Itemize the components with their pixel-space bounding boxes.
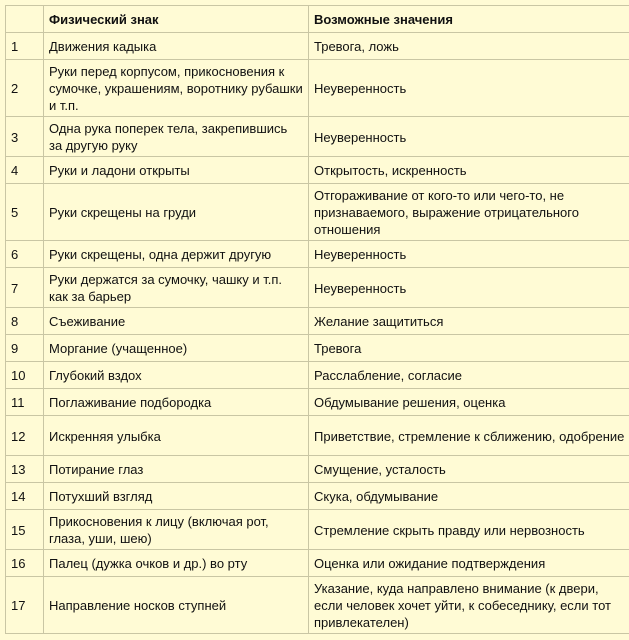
row-meaning: Желание защититься [309, 308, 629, 335]
table-row [6, 389, 629, 416]
row-sign: Руки перед корпусом, прикосновения к сумочке, украшениям, воротнику рубашки и т.п. [44, 60, 309, 117]
row-meaning: Тревога [309, 335, 629, 362]
row-number: 8 [6, 308, 44, 335]
row-meaning: Смущение, усталость [309, 456, 629, 483]
row-sign: Потухший взгляд [44, 483, 309, 510]
row-sign: Съеживание [44, 308, 309, 335]
row-meaning: Тревога, ложь [309, 33, 629, 60]
row-sign: Руки скрещены на груди [44, 184, 309, 241]
row-meaning: Расслабление, согласие [309, 362, 629, 389]
header-number [6, 6, 44, 33]
row-number: 2 [6, 60, 44, 117]
row-sign: Искренняя улыбка [44, 416, 309, 456]
row-meaning: Неуверенность [309, 241, 629, 268]
row-sign: Движения кадыка [44, 33, 309, 60]
row-sign: Руки и ладони открыты [44, 157, 309, 184]
row-sign: Руки держатся за сумочку, чашку и т.п. как за барьер [44, 268, 309, 308]
table-row [6, 60, 629, 117]
row-sign: Палец (дужка очков и др.) во рту [44, 550, 309, 577]
row-number: 17 [6, 577, 44, 634]
row-meaning: Неуверенность [309, 268, 629, 308]
row-sign: Моргание (учащенное) [44, 335, 309, 362]
table-row [6, 184, 629, 241]
table-row [6, 268, 629, 308]
row-number: 15 [6, 510, 44, 550]
row-meaning: Стремление скрыть правду или нервозность [309, 510, 629, 550]
header-physical-sign: Физический знак [44, 6, 309, 33]
table-header-row [6, 6, 629, 33]
row-number: 5 [6, 184, 44, 241]
row-sign: Глубокий вздох [44, 362, 309, 389]
table-row [6, 510, 629, 550]
row-number: 10 [6, 362, 44, 389]
row-meaning: Оценка или ожидание подтверждения [309, 550, 629, 577]
row-meaning: Открытость, искренность [309, 157, 629, 184]
table-row [6, 362, 629, 389]
table-row [6, 335, 629, 362]
row-sign: Направление носков ступней [44, 577, 309, 634]
header-possible-meanings: Возможные значения [309, 6, 629, 33]
row-number: 3 [6, 117, 44, 157]
row-meaning: Неуверенность [309, 117, 629, 157]
table-row [6, 550, 629, 577]
row-number: 13 [6, 456, 44, 483]
table-row [6, 241, 629, 268]
row-sign: Одна рука поперек тела, закрепившись за другую руку [44, 117, 309, 157]
table-row [6, 577, 629, 634]
row-meaning: Неуверенность [309, 60, 629, 117]
row-number: 16 [6, 550, 44, 577]
row-sign: Прикосновения к лицу (включая рот, глаза, уши, шею) [44, 510, 309, 550]
row-sign: Руки скрещены, одна держит другую [44, 241, 309, 268]
row-number: 6 [6, 241, 44, 268]
row-sign: Потирание глаз [44, 456, 309, 483]
table-row [6, 117, 629, 157]
row-meaning: Обдумывание решения, оценка [309, 389, 629, 416]
row-number: 12 [6, 416, 44, 456]
row-number: 9 [6, 335, 44, 362]
row-sign: Поглаживание подбородка [44, 389, 309, 416]
table-row [6, 308, 629, 335]
row-number: 11 [6, 389, 44, 416]
row-number: 14 [6, 483, 44, 510]
body-language-table [5, 5, 629, 634]
table-row [6, 483, 629, 510]
row-meaning: Отгораживание от кого-то или чего-то, не признаваемого, выражение отрицательного отношения [309, 184, 629, 241]
row-number: 1 [6, 33, 44, 60]
table-row [6, 456, 629, 483]
row-meaning: Приветствие, стремление к сближению, одобрение [309, 416, 629, 456]
table-row [6, 416, 629, 456]
row-number: 7 [6, 268, 44, 308]
row-meaning: Указание, куда направлено внимание (к двери, если человек хочет уйти, к собеседнику, если тот привлекателен) [309, 577, 629, 634]
row-meaning: Скука, обдумывание [309, 483, 629, 510]
table-row [6, 157, 629, 184]
table-row [6, 33, 629, 60]
row-number: 4 [6, 157, 44, 184]
